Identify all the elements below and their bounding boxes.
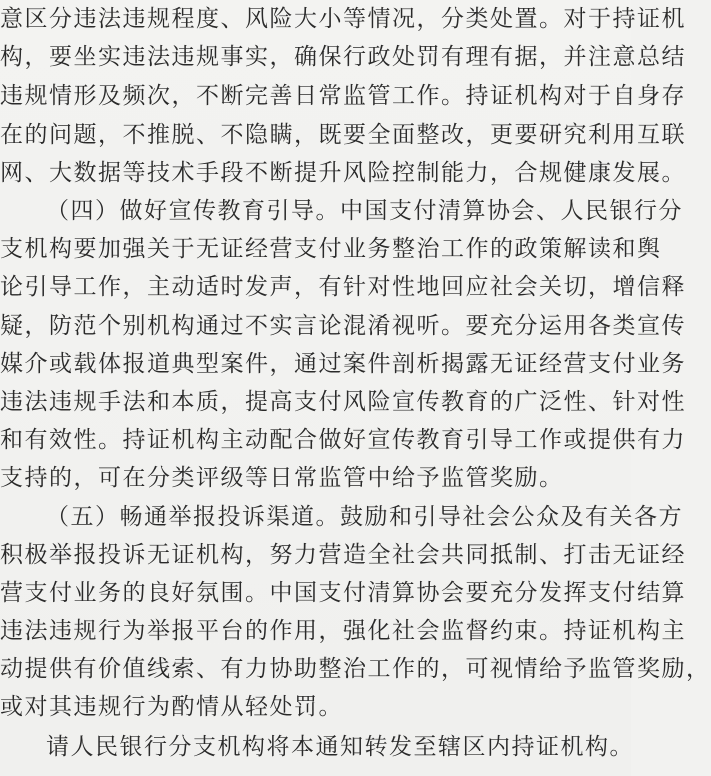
section-4-heading-line: （四）做好宣传教育引导。中国支付清算协会、人民银行分: [46, 198, 683, 224]
text-line-10: 媒介或载体报道典型案件，通过案件剖析揭露无证经营支付业务: [0, 351, 686, 377]
text-line-12: 和有效性。持证机构主动配合做好宣传教育引导工作或提供有力: [0, 427, 686, 453]
text-line-5: 网、大数据等技术手段不断提升风险控制能力，合规健康发展。: [0, 160, 686, 186]
text-line-19: 或对其违规行为酌情从轻处罚。: [0, 694, 343, 720]
text-line-8: 论引导工作，主动适时发声，有针对性地回应社会关切，增信释: [0, 274, 686, 300]
text-line-4: 在的问题，不推脱、不隐瞒，既要全面整改，更要研究利用互联: [0, 122, 686, 148]
text-line-7: 支机构要加强关于无证经营支付业务整治工作的政策解读和舆: [0, 236, 662, 262]
text-line-18: 动提供有价值线索、有力协助整治工作的，可视情给予监管奖励，: [0, 656, 711, 682]
section-5-heading-line: （五）畅通举报投诉渠道。鼓励和引导社会公众及有关各方: [46, 504, 683, 530]
text-line-1: 意区分违法违规程度、风险大小等情况，分类处置。对于持证机: [0, 6, 686, 32]
closing-line: 请人民银行分支机构将本通知转发至辖区内持证机构。: [46, 734, 634, 760]
text-line-15: 积极举报投诉无证机构，努力营造全社会共同抵制、打击无证经: [0, 542, 686, 568]
text-line-3: 违规情形及频次，不断完善日常监管工作。持证机构对于自身存: [0, 83, 686, 109]
text-line-13: 支持的，可在分类评级等日常监管中给予监管奖励。: [0, 465, 564, 491]
text-line-17: 违法违规行为举报平台的作用，强化社会监督约束。持证机构主: [0, 618, 686, 644]
text-line-9: 疑，防范个别机构通过不实言论混淆视听。要充分运用各类宣传: [0, 313, 686, 339]
text-line-11: 违法违规手法和本质，提高支付风险宣传教育的广泛性、针对性: [0, 389, 686, 415]
text-line-16: 营支付业务的良好氛围。中国支付清算协会要充分发挥支付结算: [0, 580, 686, 606]
text-line-2: 构，要坐实违法违规事实，确保行政处罚有理有据，并注意总结: [0, 44, 686, 70]
